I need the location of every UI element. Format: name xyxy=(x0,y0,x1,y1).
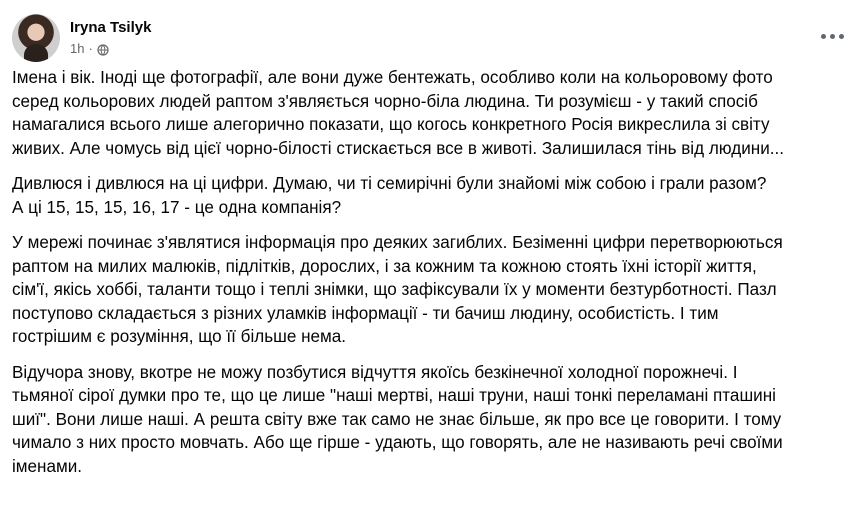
post-subline xyxy=(70,40,151,58)
text-line: тьмяної сірої думки про те, що це лише "наші мертві, наші труни, наші тонкі переламані пташині xyxy=(12,386,776,405)
author-name[interactable]: Iryna Tsilyk xyxy=(70,19,152,36)
post-paragraph-4 xyxy=(12,361,858,479)
text-line: У мережі починає з'являтися інформація про деяких загиблих. Безіменні цифри перетворюються xyxy=(12,233,783,252)
author-avatar[interactable] xyxy=(12,14,60,62)
text-line: Відучора знову, вкотре не можу позбутися відчуття якоїсь безкінечної холодної порожнечі. І xyxy=(12,362,738,382)
text-line: чимало з них просто мовчать. Або ще гірше - удають, що говорять, але не називають речі своїми xyxy=(12,433,783,452)
post-header xyxy=(12,12,151,64)
text-line: іменами. xyxy=(12,456,83,476)
text-line: Імена і вік. Іноді ще фотографії, але вони дуже бентежать, особливо коли на кольоровому фото xyxy=(12,68,773,87)
post-paragraph-3 xyxy=(12,231,858,349)
text-line: живих. Але чомусь від цієї чорно-білості стискається все в животі. Залишилася тінь від людини... xyxy=(12,138,784,158)
text-line: раптом на милих малюків, підлітків, дорослих, і за кожним та кожною стоять їхні історії життя, xyxy=(12,256,757,276)
text-line: шиї". Вони лише наші. А решта світу вже так само не знає більше, як про все це говорити. І тому xyxy=(12,409,782,429)
text-line: гострішим є розуміння, що її більше нема. xyxy=(12,327,347,346)
post-body xyxy=(12,66,858,490)
post-paragraph-2 xyxy=(12,172,858,219)
text-line: серед кольорових людей раптом з'являється чорно-біла людина. Ти розумієш - у такий спосіб xyxy=(12,91,758,111)
globe-icon[interactable] xyxy=(97,43,109,55)
post-meta xyxy=(70,18,151,58)
text-line: поступово складається з різних уламків інформації - ти бачиш людину, особистість. І тим xyxy=(12,303,719,323)
text-line: А ці 15, 15, 15, 16, 17 - це одна компанія? xyxy=(12,197,342,217)
separator-dot: · xyxy=(88,41,93,56)
post-time[interactable]: 1h xyxy=(70,41,85,56)
more-options-icon[interactable] xyxy=(814,22,850,50)
text-line: сім'ї, якісь хоббі, таланти тощо і теплі знімки, що зафіксували їх у моменти безтурботності. Пазл xyxy=(12,280,777,299)
text-line: Дивлюся і дивлюся на ці цифри. Думаю, чи ті семирічні були знайомі між собою і грали разом? xyxy=(12,174,767,193)
post-paragraph-1 xyxy=(12,66,858,160)
text-line: намагалися всього лише алегорично показати, що когось конкретного Росія викреслила зі світу xyxy=(12,115,770,134)
